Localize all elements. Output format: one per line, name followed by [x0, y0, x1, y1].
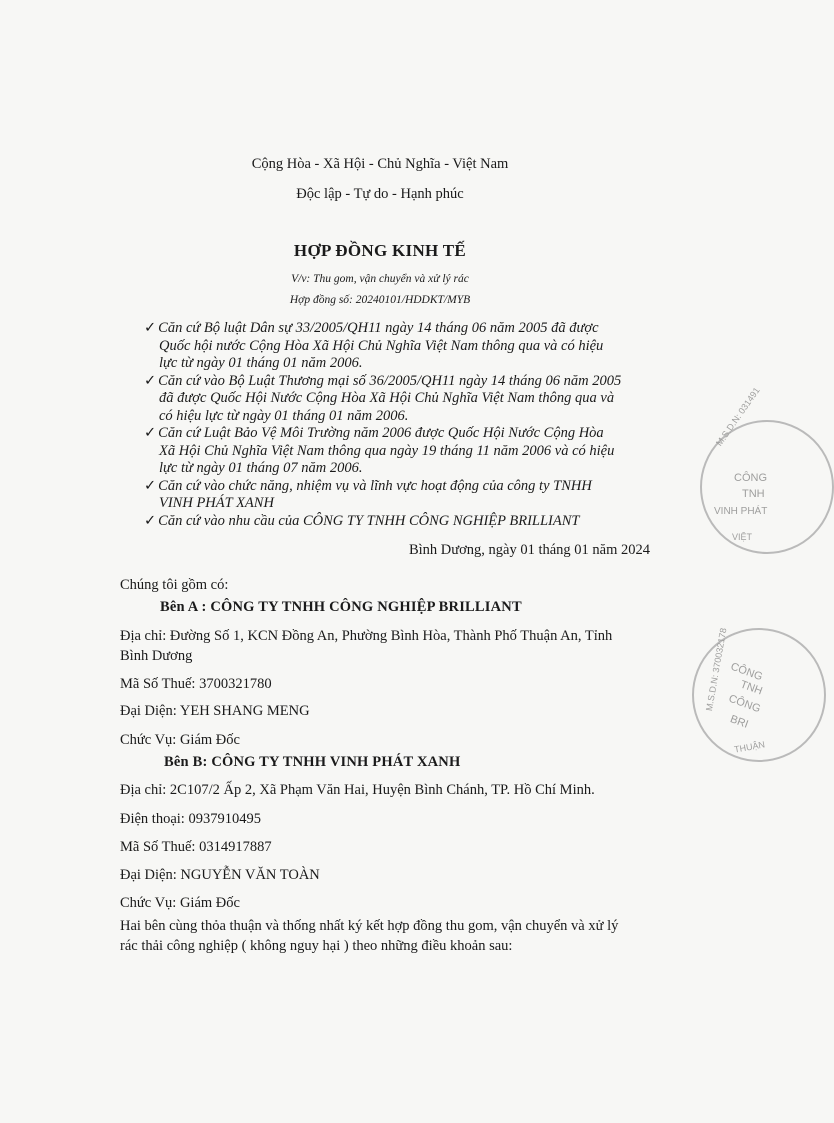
legal-basis-list	[144, 320, 704, 530]
contract-subject: V/v: Thu gom, vận chuyển và xử lý rác	[291, 273, 469, 285]
seal-text: TNH	[742, 488, 765, 500]
seal-text: BRI	[728, 713, 750, 731]
seal-ring-text: THUẬN	[733, 739, 766, 755]
basis-line: Căn cứ Luật Bảo Vệ Môi Trường năm 2006 được Quốc Hội Nước Cộng Hòa	[158, 425, 604, 441]
seal-text: CÔNG	[728, 660, 765, 684]
party-a-address-cont: Bình Dương	[120, 648, 193, 664]
national-title: Cộng Hòa - Xã Hội - Chủ Nghĩa - Việt Nam	[251, 156, 509, 172]
basis-line: Căn cứ vào chức năng, nhiệm vụ và lĩnh vực hoạt động của công ty TNHH	[158, 477, 592, 494]
party-a-address: Địa chỉ: Đường Số 1, KCN Đồng An, Phường Bình Hòa, Thành Phố Thuận An, Tỉnh	[120, 628, 613, 644]
party-b-representative: Đại Diện: NGUYỄN VĂN TOÀN	[120, 867, 320, 883]
basis-line: lực từ ngày 01 tháng 07 năm 2006.	[159, 460, 363, 476]
basis-item	[144, 320, 704, 373]
basis-line: VINH PHÁT XANH	[159, 495, 274, 511]
basis-line: Căn cứ Bộ luật Dân sự 33/2005/QH11 ngày 14 tháng 06 năm 2005 đã được	[158, 320, 599, 336]
check-icon: ✓	[144, 477, 157, 494]
check-icon: ✓	[144, 320, 157, 336]
basis-line: Căn cứ vào nhu cầu của CÔNG TY TNHH CÔNG NGHIỆP BRILLIANT	[158, 512, 580, 529]
agreement-line: Hai bên cùng thỏa thuận và thống nhất ký kết hợp đồng thu gom, vận chuyển và xử lý	[120, 918, 619, 934]
party-a-representative: Đại Diện: YEH SHANG MENG	[120, 703, 310, 719]
party-a-heading: Bên A : CÔNG TY TNHH CÔNG NGHIỆP BRILLIANT	[160, 599, 522, 615]
party-b-phone: Điện thoại: 0937910495	[120, 811, 261, 827]
seal-text: VINH PHÁT	[714, 506, 768, 517]
basis-item	[144, 513, 704, 531]
basis-item	[144, 425, 704, 478]
basis-line: Căn cứ vào Bộ Luật Thương mại số 36/2005/QH11 ngày 14 tháng 06 năm 2005	[158, 372, 622, 389]
company-seal-bottom	[692, 628, 826, 762]
seal-ring-text: M.S.D.N: 031491	[714, 385, 762, 448]
party-b-address: Địa chỉ: 2C107/2 Ấp 2, Xã Phạm Văn Hai, Huyện Bình Chánh, TP. Hồ Chí Minh.	[120, 782, 595, 798]
contract-title: HỢP ĐỒNG KINH TẾ	[293, 241, 467, 260]
basis-line: Xã Hội Chủ Nghĩa Việt Nam thông qua ngày 19 tháng 11 năm 2006 và có hiệu	[159, 442, 615, 459]
national-motto: Độc lập - Tự do - Hạnh phúc	[296, 186, 464, 202]
seal-text: TNH	[738, 678, 764, 698]
party-a-position: Chức Vụ: Giám Đốc	[120, 732, 240, 748]
basis-line: lực từ ngày 01 tháng 01 năm 2006.	[159, 355, 363, 371]
seal-text: CÔNG	[734, 472, 767, 484]
check-icon: ✓	[144, 425, 157, 441]
agreement-line: rác thải công nghiệp ( không nguy hại ) theo những điều khoản sau:	[120, 938, 513, 954]
basis-item	[144, 478, 704, 513]
party-a-tax-code: Mã Số Thuế: 3700321780	[120, 676, 272, 692]
seal-text: CÔNG	[726, 692, 763, 716]
basis-line: có hiệu lực từ ngày 01 tháng 01 năm 2006.	[159, 407, 409, 424]
party-b-heading: Bên B: CÔNG TY TNHH VINH PHÁT XANH	[164, 754, 461, 770]
parties-intro: Chúng tôi gồm có:	[120, 577, 229, 593]
basis-line: Quốc hội nước Cộng Hòa Xã Hội Chủ Nghĩa Việt Nam thông qua và có hiệu	[159, 337, 604, 354]
check-icon: ✓	[144, 372, 157, 389]
contract-number: Hợp đồng số: 20240101/HDDKT/MYB	[289, 294, 471, 306]
company-seal-top	[700, 385, 834, 554]
seal-ring-text: M.S.D.N: 370032178	[704, 627, 729, 712]
party-b-position: Chức Vụ: Giám Đốc	[120, 895, 240, 911]
party-b-tax-code: Mã Số Thuế: 0314917887	[120, 839, 272, 855]
seal-ring-text: VIỆT	[732, 532, 753, 542]
basis-line: đã được Quốc Hội Nước Cộng Hòa Xã Hội Chủ Nghĩa Việt Nam thông qua và	[159, 390, 615, 406]
basis-item	[144, 373, 704, 426]
place-date: Bình Dương, ngày 01 tháng 01 năm 2024	[408, 542, 650, 558]
check-icon: ✓	[144, 512, 157, 529]
